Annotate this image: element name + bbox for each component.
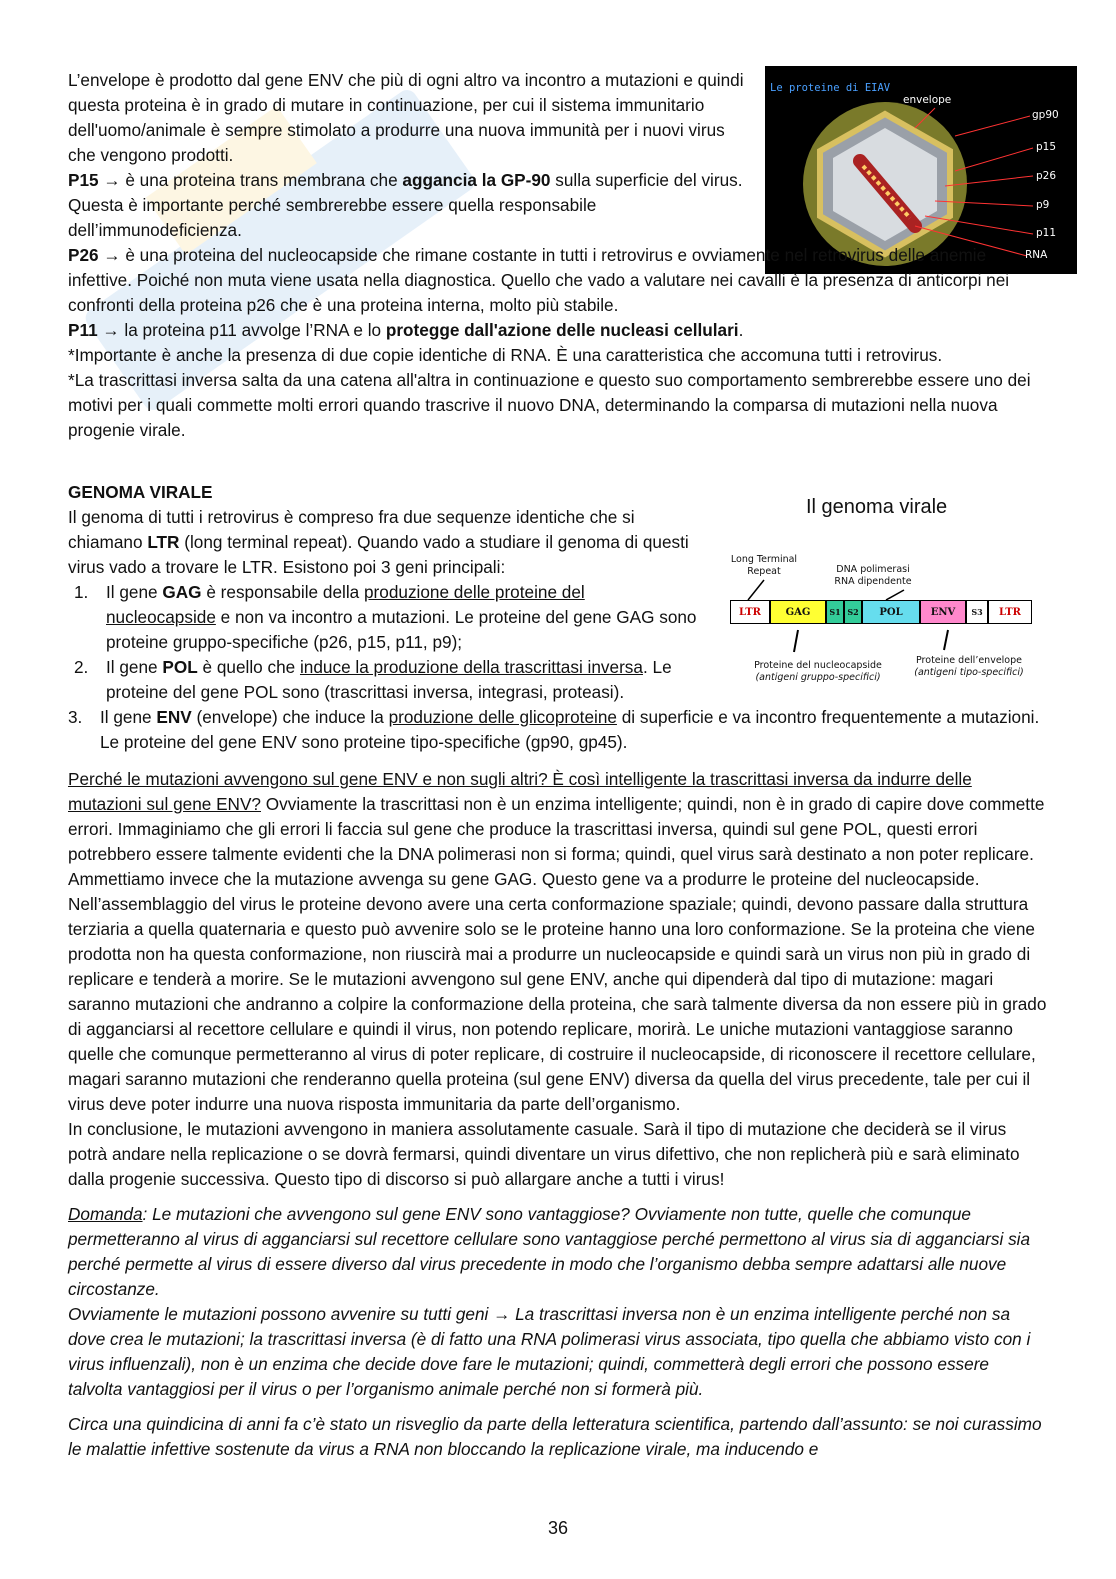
ltr-label: Long Terminal Repeat — [730, 554, 798, 577]
env-paragraph: L’envelope è prodotto dal gene ENV che più di ogni altro va incontro a mutazioni e quindi questa proteina è in grado di mutare in continuazione, per cui il sistema immunitario dell'uomo/animale è sempre stimolato a produrre una nuova immunità per i nuovi virus che vengono prodotti. — [68, 70, 744, 165]
segment-gag: GAG — [770, 600, 826, 624]
mutations-paragraph: Perché le mutazioni avvengono sul gene ENV e non sugli altri? È così intelligente la trascrittasi inversa da indurre delle mutazioni sul gene ENV? Ovviamente la trascrittasi non è un enzima intelligente; quindi, non è in grado di capire dove commette errori. Immaginiamo che gli errori li faccia sul gene che produce la trascrittasi inversa, quindi sul gene POL, questi errori potrebbero essere talmente evidenti che la DNA polimerasi non si forma; quindi, quel virus sarà destinato a non poter replicare. Ammettiamo invece che la mutazione avvenga su gene GAG. Questo gene va a produrre le proteine del nucleocapside. Nell’assemblaggio del virus le proteine devono avere una certa conformazione spaziale; quindi, devono passare dalla struttura terziaria a quella quaternaria e questo può avvenire solo se le proteine hanno una loro conformazione. Se la proteina che viene prodotta non ha questa conformazione, non riuscirà mai a produrre un nucleocapside e quindi sarà un virus non più in grado di replicare e tenderà a morire. Se le mutazioni avvengono sul gene ENV, anche qui dipenderà dal tipo di mutazione: magari saranno mutazioni che andranno a colpire la conformazione della proteina, che sarà talmente diversa da non essere più in grado di agganciarsi al recettore cellulare e quindi il virus, non potendo replicare, morirà. Le uniche mutazioni vantaggiose saranno quelle che comunque permetteranno al virus di poter replicare, di costruire il nucleocapside, di riconoscere il recettore cellulare, magari saranno mutazioni che renderanno quella proteina (sul gene ENV) diversa da quella del virus precedente, tale per cui il virus deve poter indurre una nuova risposta immunitaria da parte dell’organismo. — [68, 769, 1047, 1114]
question-followup: Ovviamente le mutazioni possono avvenire su tutti geni → La trascrittasi inversa non è un enzima intelligente perché non sa dove crea le mutazioni; la trascrittasi inversa (è di fatto una RNA polimerasi virus associata, tipo quella che abbiamo visto con i virus influenzali), non è un enzima che decide dove fare le mutazioni; quindi, commetterà degli errori che possono essere talvolta vantaggiosi per il virus o per l’organismo animale perché non si formerà più. — [68, 1304, 1031, 1399]
label-p26: p26 — [1036, 170, 1057, 182]
conclusion-paragraph: In conclusione, le mutazioni avvengono in maniera assolutamente casuale. Sarà il tipo di mutazione che deciderà se il virus potrà andare nella replicazione o se dovrà fermarsi, quindi diventare un virus difettivo, che non replicherà più e sarà eliminato dalla progenie successiva. Questo tipo di discorso si può allargare anche a tutti i virus! — [68, 1119, 1020, 1189]
genome-section — [68, 480, 698, 705]
genome-intro: Il genoma di tutti i retrovirus è compreso fra due sequenze identiche che si chiamano LTR (long terminal repeat). Quando vado a studiare il genoma di questi virus vado a trovare le LTR. Esistono poi 3 geni principali: — [68, 507, 689, 577]
p26-block — [68, 243, 1048, 443]
p15-paragraph: P15 → è una proteina trans membrana che aggancia la GP-90 sulla superficie del virus. Questa è importante perché sembrerebbe essere quella responsabile dell’immunodeficienza. — [68, 170, 743, 240]
pol-label: DNA polimerasi RNA dipendente — [834, 564, 912, 587]
gene-item-env: 3. Il gene ENV (envelope) che induce la produzione delle glicoproteine di superficie e va incontro frequentemente a mutazioni. Le proteine del gene ENV sono proteine tipo-specifiche (gp90, gp45). — [68, 707, 1040, 752]
virus-figure-title: Le proteine di EIAV — [770, 82, 891, 94]
label-p11: p11 — [1036, 227, 1057, 239]
question-paragraph: Domanda: Le mutazioni che avvengono sul gene ENV sono vantaggiose? Ovviamente non tutte, quelle che comunque permetteranno al virus di agganciarsi sul recettore cellulare sono vantaggiose perché permettono al virus sia di agganciarsi sia perché permette al virus di essere diverso dal virus precedente in modo che l’organismo debba sempre adattarsi alle nuove circostanze. — [68, 1204, 1031, 1299]
segment-pol: POL — [862, 600, 920, 624]
label-gp90: gp90 — [1032, 109, 1059, 121]
segment-ltr-right: LTR — [988, 600, 1032, 624]
segment-env: ENV — [920, 600, 966, 624]
label-rna: RNA — [1025, 249, 1048, 261]
p26-paragraph: P26 → è una proteina del nucleocapside che rimane costante in tutti i retrovirus e ovviamente nel retrovirus delle anemie infettive. Poiché non muta viene usata nella diagnostica. Quello che vado a valutare nei cavalli è la presenza di anticorpi nei confronti della proteina p26 che è una proteina interna, molto più stabile. — [68, 245, 1010, 315]
caption-nucleocapsid: Proteine del nucleocapside (antigeni gruppo-specifici) — [754, 660, 882, 683]
label-envelope: envelope — [903, 94, 952, 106]
segment-s1: S1 — [826, 600, 844, 624]
mutations-section — [68, 767, 1048, 1462]
segment-s2: S2 — [844, 600, 862, 624]
note-reverse-transcriptase: *La trascrittasi inversa salta da una catena all'altra in continuazione e questo suo comportamento sembrerebbe essere uno dei motivi per i quali commette molti errori quando trascrive il nuovo DNA, determinando la comparsa di mutazioni nella nuova progenie virale. — [68, 370, 1031, 440]
gene-item-pol: 2. Il gene POL è quello che induce la produzione della trascrittasi inversa. Le proteine del gene POL sono (trascrittasi inversa, integrasi, proteasi). — [74, 657, 672, 702]
closing-paragraph: Circa una quindicina di anni fa c’è stato un risveglio da parte della letteratura scientifica, partendo dall’assunto: se noi curassimo le malattie infettive sostenute da virus a RNA non bloccando la replicazione virale, ma inducendo e — [68, 1414, 1042, 1459]
segment-s3: S3 — [966, 600, 988, 624]
segment-ltr-left: LTR — [730, 600, 770, 624]
genome-figure-title: Il genoma virale — [806, 496, 948, 518]
genome-heading: GENOMA VIRALE — [68, 482, 213, 502]
label-p9: p9 — [1036, 199, 1050, 211]
gene-item-env-block — [68, 705, 1048, 755]
p11-paragraph: P11 → la proteina p11 avvolge l’RNA e lo protegge dall'azione delle nucleasi cellulari. — [68, 320, 744, 340]
page-number: 36 — [547, 1518, 569, 1538]
gene-item-gag: 1. Il gene GAG è responsabile della produzione delle proteine del nucleocapside e non va incontro a mutazioni. Le proteine del gene GAG sono proteine gruppo-specifiche (p26, p15, p11, p9); — [74, 582, 697, 652]
label-p15: p15 — [1036, 141, 1057, 153]
intro-block — [68, 68, 748, 243]
caption-envelope: Proteine dell’envelope (antigeni tipo-specifici) — [914, 655, 1024, 678]
note-rna-copies: *Importante è anche la presenza di due copie identiche di RNA. È una caratteristica che accomuna tutti i retrovirus. — [68, 345, 943, 365]
viral-genome-figure — [724, 492, 1044, 697]
